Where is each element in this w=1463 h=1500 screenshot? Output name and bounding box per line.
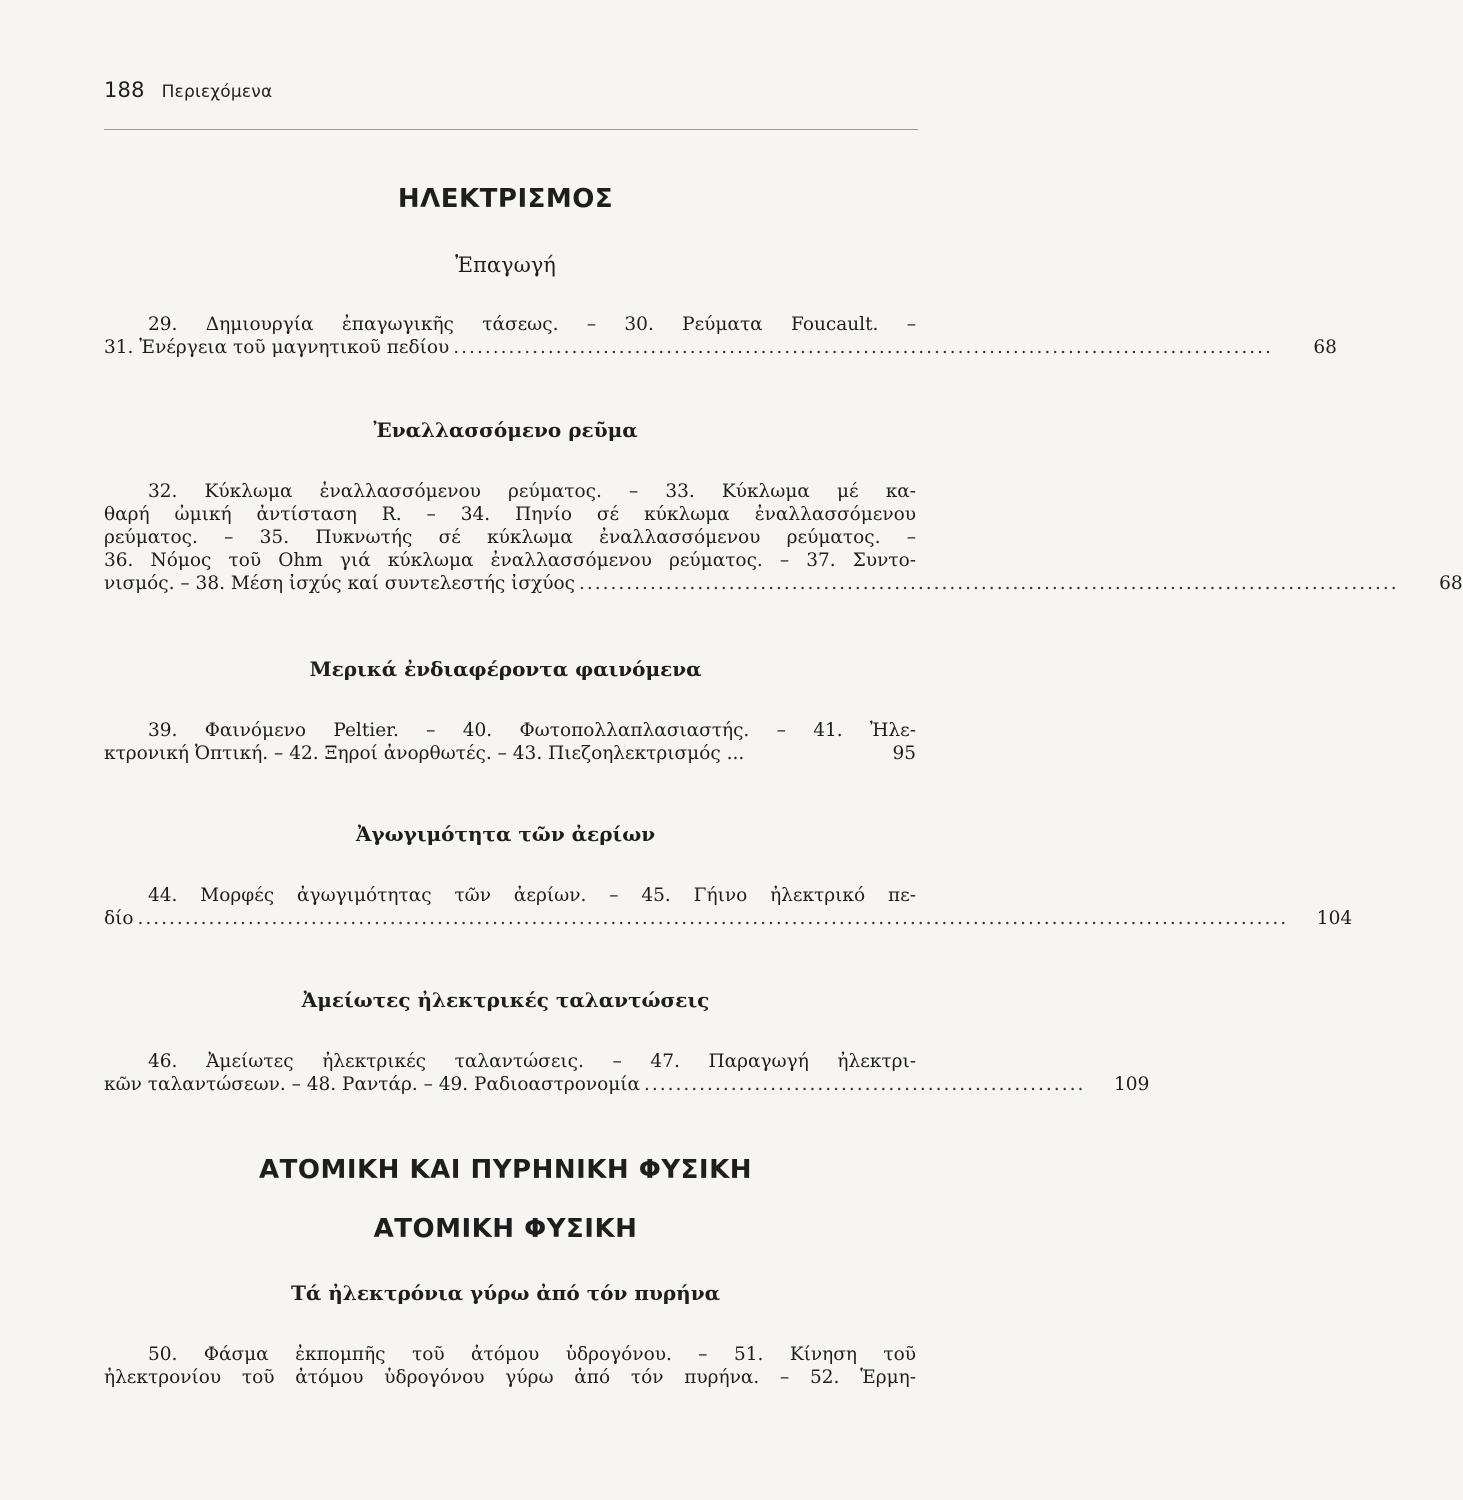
section-title: Ἀμείωτες ἠλεκτρικές ταλαντώσεις: [301, 988, 710, 1012]
entry-line: 36. Νόμος τοῦ Ohm γιά κύκλωμα ἐναλλασσόμενου ρεύματος. – 37. Συντο-: [104, 550, 916, 571]
entry-last-line: [104, 742, 916, 765]
page-ref: 95: [892, 743, 916, 764]
page-number: 188: [104, 78, 145, 102]
section-title: Ἐναλλασσόμενο ρεῦμα: [373, 418, 638, 442]
entry-line: 50. Φάσμα ἐκπομπῆς τοῦ ἀτόμου ὑδρογόνου. – 51. Κίνηση τοῦ: [148, 1344, 916, 1365]
running-title: Περιεχόμενα: [161, 82, 273, 102]
page-ref: 68: [1313, 337, 1337, 358]
part-title: ΗΛΕΚΤΡΙΣΜΟΣ: [397, 184, 614, 214]
part-title-atomic-nuclear: ΑΤΟΜΙΚΗ ΚΑΙ ΠΥΡΗΝΙΚΗ ΦΥΣΙΚΗ: [258, 1155, 753, 1185]
leader-dots: ........................................................: [644, 1074, 1086, 1095]
entry-line: 32. Κύκλωμα ἐναλλασσόμενου ρεύματος. – 33. Κύκλωμα μέ κα-: [148, 481, 916, 502]
entry-line: 44. Μορφές ἀγωγιμότητας τῶν ἀερίων. – 45. Γήινο ἠλεκτρικό πε-: [148, 885, 916, 906]
section-title: Ἐπαγωγή: [455, 253, 556, 277]
section-title: Ἀγωγιμότητα τῶν ἀερίων: [355, 822, 656, 846]
entry-line: 31. Ἐνέργεια τοῦ μαγνητικοῦ πεδίου: [104, 337, 450, 358]
entry-last-line: [104, 336, 1337, 359]
entry-line: νισμός. – 38. Μέση ἰσχύς καί συντελεστής ἰσχύος: [104, 573, 576, 594]
entry-line: θαρή ὠμική ἀντίσταση R. – 34. Πηνίο σέ κύκλωμα ἐναλλασσόμενου: [104, 504, 916, 525]
entry-line: 29. Δημιουργία ἐπαγωγικῆς τάσεως. – 30. Ρεύματα Foucault. –: [148, 314, 916, 335]
page-ref: 109: [1114, 1074, 1150, 1095]
toc-entry: [104, 1343, 916, 1389]
page-ref: 104: [1316, 908, 1353, 929]
toc-entry: [104, 1050, 1150, 1096]
running-header: [104, 78, 272, 102]
entry-line: 39. Φαινόμενο Peltier. – 40. Φωτοπολλαπλασιαστής. – 41. Ἠλε-: [148, 720, 916, 741]
header-rule: [104, 129, 918, 130]
toc-entry: [104, 884, 1353, 930]
entry-last-line: [104, 1073, 1150, 1096]
entry-line: κτρονική Ὀπτική. – 42. Ξηροί ἀνορθωτές. – 43. Πιεζοηλεκτρισμός ...: [104, 743, 745, 764]
entry-line: ἠλεκτρονίου τοῦ ἀτόμου ὑδρογόνου γύρω ἀπό τόν πυρήνα. – 52. Ἑρμη-: [104, 1367, 916, 1388]
leader-dots: ........................................................................................................: [453, 337, 1273, 358]
toc-entry: [104, 719, 916, 765]
subpart-title-atomic: ΑΤΟΜΙΚΗ ΦΥΣΙΚΗ: [373, 1214, 638, 1244]
section-title: Τά ἠλεκτρόνια γύρω ἀπό τόν πυρήνα: [291, 1281, 720, 1305]
entry-line: κῶν ταλαντώσεων. – 48. Ραντάρ. – 49. Ραδιοαστρονομία: [104, 1074, 641, 1095]
toc-entry: [104, 480, 1463, 595]
entry-line: δίο: [104, 908, 134, 929]
leader-dots: ..................................................................................................................................................: [137, 908, 1289, 929]
leader-dots: ........................................................................................................: [579, 573, 1399, 594]
entry-last-line: [104, 907, 1353, 930]
toc-entry: [104, 313, 1337, 359]
section-title: Μερικά ἐνδιαφέροντα φαινόμενα: [309, 657, 702, 681]
entry-line: 46. Ἀμείωτες ἠλεκτρικές ταλαντώσεις. – 47. Παραγωγή ἠλεκτρι-: [148, 1051, 916, 1072]
entry-line: ρεύματος. – 35. Πυκνωτής σέ κύκλωμα ἐναλλασσόμενου ρεύματος. –: [104, 527, 916, 548]
page-ref: 68: [1439, 573, 1463, 594]
entry-last-line: [104, 572, 1463, 595]
